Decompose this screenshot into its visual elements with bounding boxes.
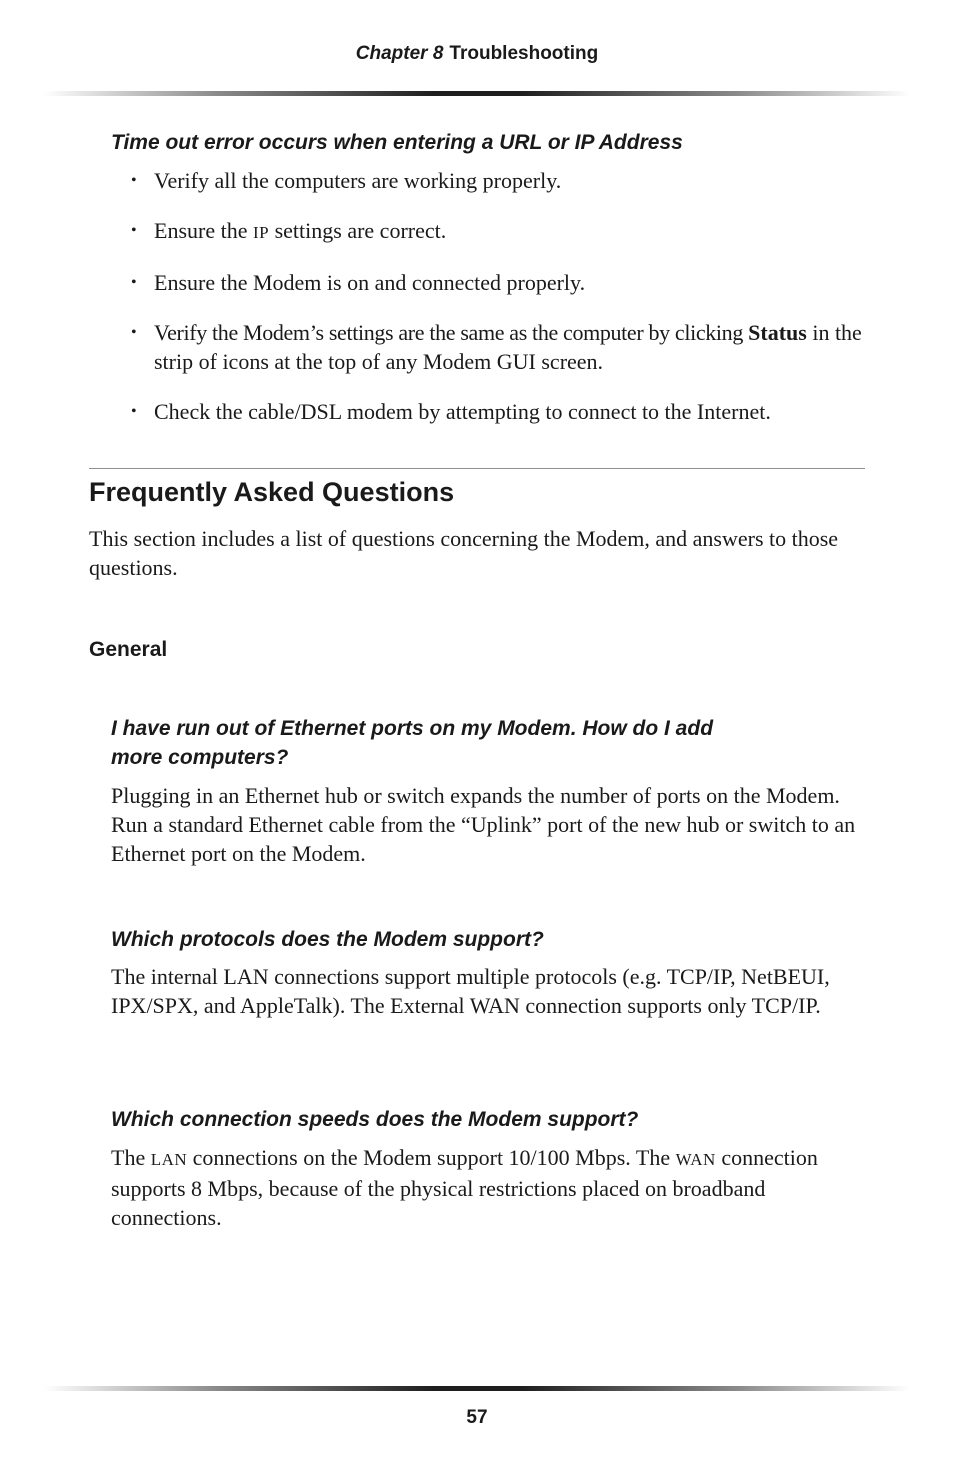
bullet-glyph: • <box>131 324 137 341</box>
bullet-item: • Ensure the Modem is on and connected properly. <box>131 270 586 295</box>
status-keyword: Status <box>748 320 807 345</box>
running-head <box>0 43 954 65</box>
bullet-item: • Verify the Modem’s settings are the same as the computer by clicking Status in the strip of icons at the top of any Modem GUI screen. <box>131 320 862 374</box>
faq-answer: The internal LAN connections support multiple protocols (e.g. TCP/IP, NetBEUI, IPX/SPX, and AppleTalk). The External WAN connection supports only TCP/IP. <box>111 964 830 1018</box>
header-rule <box>44 91 910 96</box>
bullet-glyph: • <box>131 403 137 420</box>
chapter-title: Troubleshooting <box>449 43 599 64</box>
faq-question: Which connection speeds does the Modem support? <box>111 1108 639 1131</box>
faq-question: I have run out of Ethernet ports on my Modem. How do I add more computers? <box>111 717 714 769</box>
faq-answer: Plugging in an Ethernet hub or switch expands the number of ports on the Modem. Run a standard Ethernet cable from the “Uplink” port of the new hub or switch to an Ethernet port on the Modem. <box>111 783 856 866</box>
section-divider <box>89 468 865 469</box>
faq-intro: This section includes a list of questions concerning the Modem, and answers to those questions. <box>89 526 839 580</box>
bullet-glyph: • <box>131 172 137 189</box>
timeout-bullet-list <box>111 166 871 447</box>
faq-question: Which protocols does the Modem support? <box>111 928 544 951</box>
faq-answer: The LAN connections on the Modem support 10/100 Mbps. The WAN connection supports 8 Mbps, because of the physical restrictions placed on broadband connections. <box>111 1145 818 1230</box>
page-number: 57 <box>466 1407 488 1428</box>
bullet-item: • Check the cable/DSL modem by attempting to connect to the Internet. <box>131 399 771 424</box>
bullet-glyph: • <box>131 222 137 239</box>
timeout-heading: Time out error occurs when entering a URL or IP Address <box>111 131 683 154</box>
general-subheading: General <box>89 638 168 661</box>
footer-rule <box>44 1386 910 1391</box>
faq-title: Frequently Asked Questions <box>89 477 455 507</box>
chapter-label: Chapter 8 <box>355 43 444 64</box>
bullet-item: • Ensure the IP settings are correct. <box>131 218 447 243</box>
bullet-item: • Verify all the computers are working properly. <box>131 168 562 193</box>
bullet-glyph: • <box>131 274 137 291</box>
